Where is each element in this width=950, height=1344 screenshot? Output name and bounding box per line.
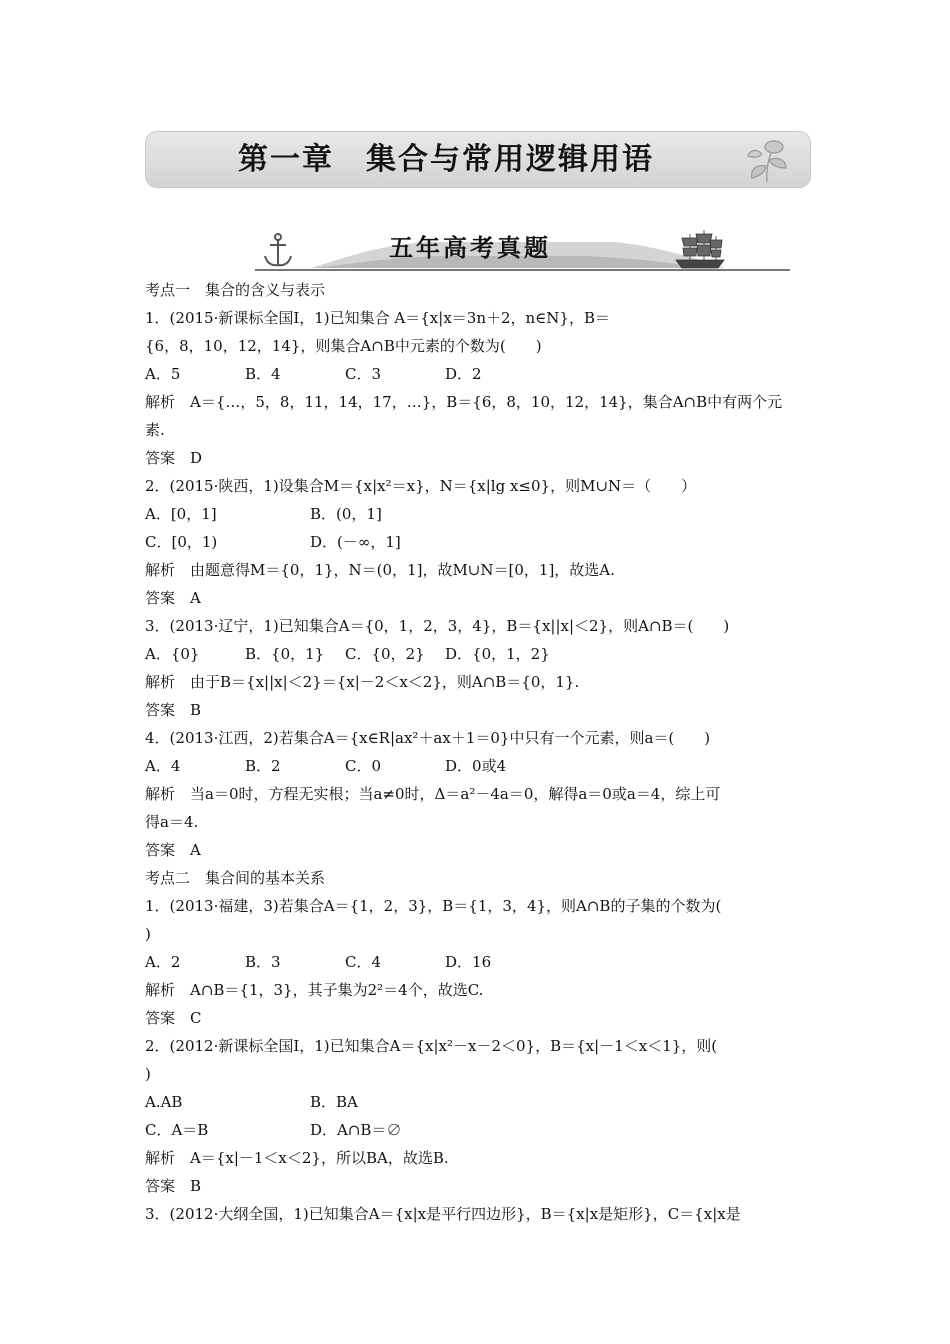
option-item: C．A＝B (145, 1121, 209, 1139)
option-item: B．4 (245, 365, 281, 383)
text-line: 答案 B (145, 1177, 202, 1195)
text-line: 解析 当a＝0时，方程无实根；当a≠0时，Δ＝a²－4a＝0，解得a＝0或a＝4，综上可 (145, 785, 721, 803)
text-line: 解析 由于B＝{x||x|＜2}＝{x|－2＜x＜2}，则A∩B＝{0，1}. (145, 673, 580, 691)
option-item: B．2 (245, 757, 281, 775)
text-line: 解析 A＝{x|－1＜x＜2}，所以BA，故选B. (145, 1149, 449, 1167)
text-line: 2．(2012·新课标全国Ⅰ，1)已知集合A＝{x|x²－x－2＜0}，B＝{x|－1＜x＜1}，则( (145, 1037, 718, 1055)
option-item: B．3 (245, 953, 281, 971)
option-item: D．A∩B＝∅ (310, 1121, 402, 1139)
text-line: 1．(2013·福建，3)若集合A＝{1，2，3}，B＝{1，3，4}，则A∩B的子集的个数为( (145, 897, 722, 915)
option-item: D．16 (445, 953, 492, 971)
option-row (145, 752, 810, 780)
option-item: A．{0} (145, 645, 200, 663)
document-body (145, 276, 810, 1228)
section-banner (255, 228, 790, 272)
text-line: 答案 A (145, 841, 201, 859)
option-item: A．[0，1] (145, 505, 217, 523)
text-line: 解析 A∩B＝{1，3}，其子集为2²＝4个，故选C. (145, 981, 484, 999)
text-line: 答案 B (145, 701, 202, 719)
text-line: 考点二 集合间的基本关系 (145, 869, 326, 887)
option-item: A.AB (145, 1093, 183, 1111)
option-item: A．2 (145, 953, 181, 971)
text-line: 3．(2013·辽宁，1)已知集合A＝{0，1，2，3，4}，B＝{x||x|＜2}，则A∩B＝( ) (145, 617, 730, 635)
text-line: 2．(2015·陕西，1)设集合M＝{x|x²＝x}，N＝{x|lg x≤0}，则M∪N＝（ ） (145, 477, 697, 495)
option-item: B．{0，1} (245, 645, 325, 663)
option-item: B．BA (310, 1093, 358, 1111)
text-line: 4．(2013·江西，2)若集合A＝{x∈R|ax²＋ax＋1＝0}中只有一个元素，则a＝( ) (145, 729, 711, 747)
text-line: {6，8，10，12，14}，则集合A∩B中元素的个数为( ) (145, 337, 542, 355)
section-title: 五年高考真题 (389, 234, 551, 262)
option-row (145, 948, 810, 976)
option-item: C．3 (345, 365, 382, 383)
text-line: 3．(2012·大纲全国，1)已知集合A＝{x|x是平行四边形}，B＝{x|x是矩形}，C＝{x|x是 (145, 1205, 741, 1223)
option-row (145, 1116, 810, 1144)
option-item: B．(0，1] (310, 505, 382, 523)
text-line: 素. (145, 421, 165, 439)
text-line: ) (145, 1065, 151, 1083)
option-item: D．(－∞，1] (310, 533, 401, 551)
option-row (145, 360, 810, 388)
option-item: C．0 (345, 757, 382, 775)
text-line: 解析 A＝{…，5，8，11，14，17，…}，B＝{6，8，10，12，14}，集合A∩B中有两个元 (145, 393, 783, 411)
chapter-banner (145, 131, 811, 188)
option-row (145, 528, 810, 556)
text-line: ) (145, 925, 151, 943)
anchor-icon (261, 232, 295, 268)
option-row (145, 500, 810, 528)
text-line: 1．(2015·新课标全国Ⅰ，1)已知集合 A＝{x|x＝3n＋2，n∈N}，B＝ (145, 309, 610, 327)
option-row (145, 640, 810, 668)
text-line: 考点一 集合的含义与表示 (145, 281, 326, 299)
option-item: C．[0，1) (145, 533, 218, 551)
option-item: D．2 (445, 365, 482, 383)
text-line: 答案 A (145, 589, 201, 607)
banner-underline (255, 269, 790, 271)
option-item: A．5 (145, 365, 181, 383)
option-item: C．4 (345, 953, 382, 971)
flower-icon (742, 136, 792, 184)
text-line: 解析 由题意得M＝{0，1}，N＝(0，1]，故M∪N＝[0，1]，故选A. (145, 561, 615, 579)
option-item: D．0或4 (445, 757, 507, 775)
text-line: 答案 D (145, 449, 203, 467)
option-item: C．{0，2} (345, 645, 425, 663)
option-row (145, 1088, 810, 1116)
ship-icon (670, 228, 730, 270)
option-item: A．4 (145, 757, 181, 775)
chapter-title: 第一章 集合与常用逻辑用语 (238, 142, 654, 177)
option-item: D．{0，1，2} (445, 645, 550, 663)
text-line: 得a＝4. (145, 813, 199, 831)
text-line: 答案 C (145, 1009, 202, 1027)
